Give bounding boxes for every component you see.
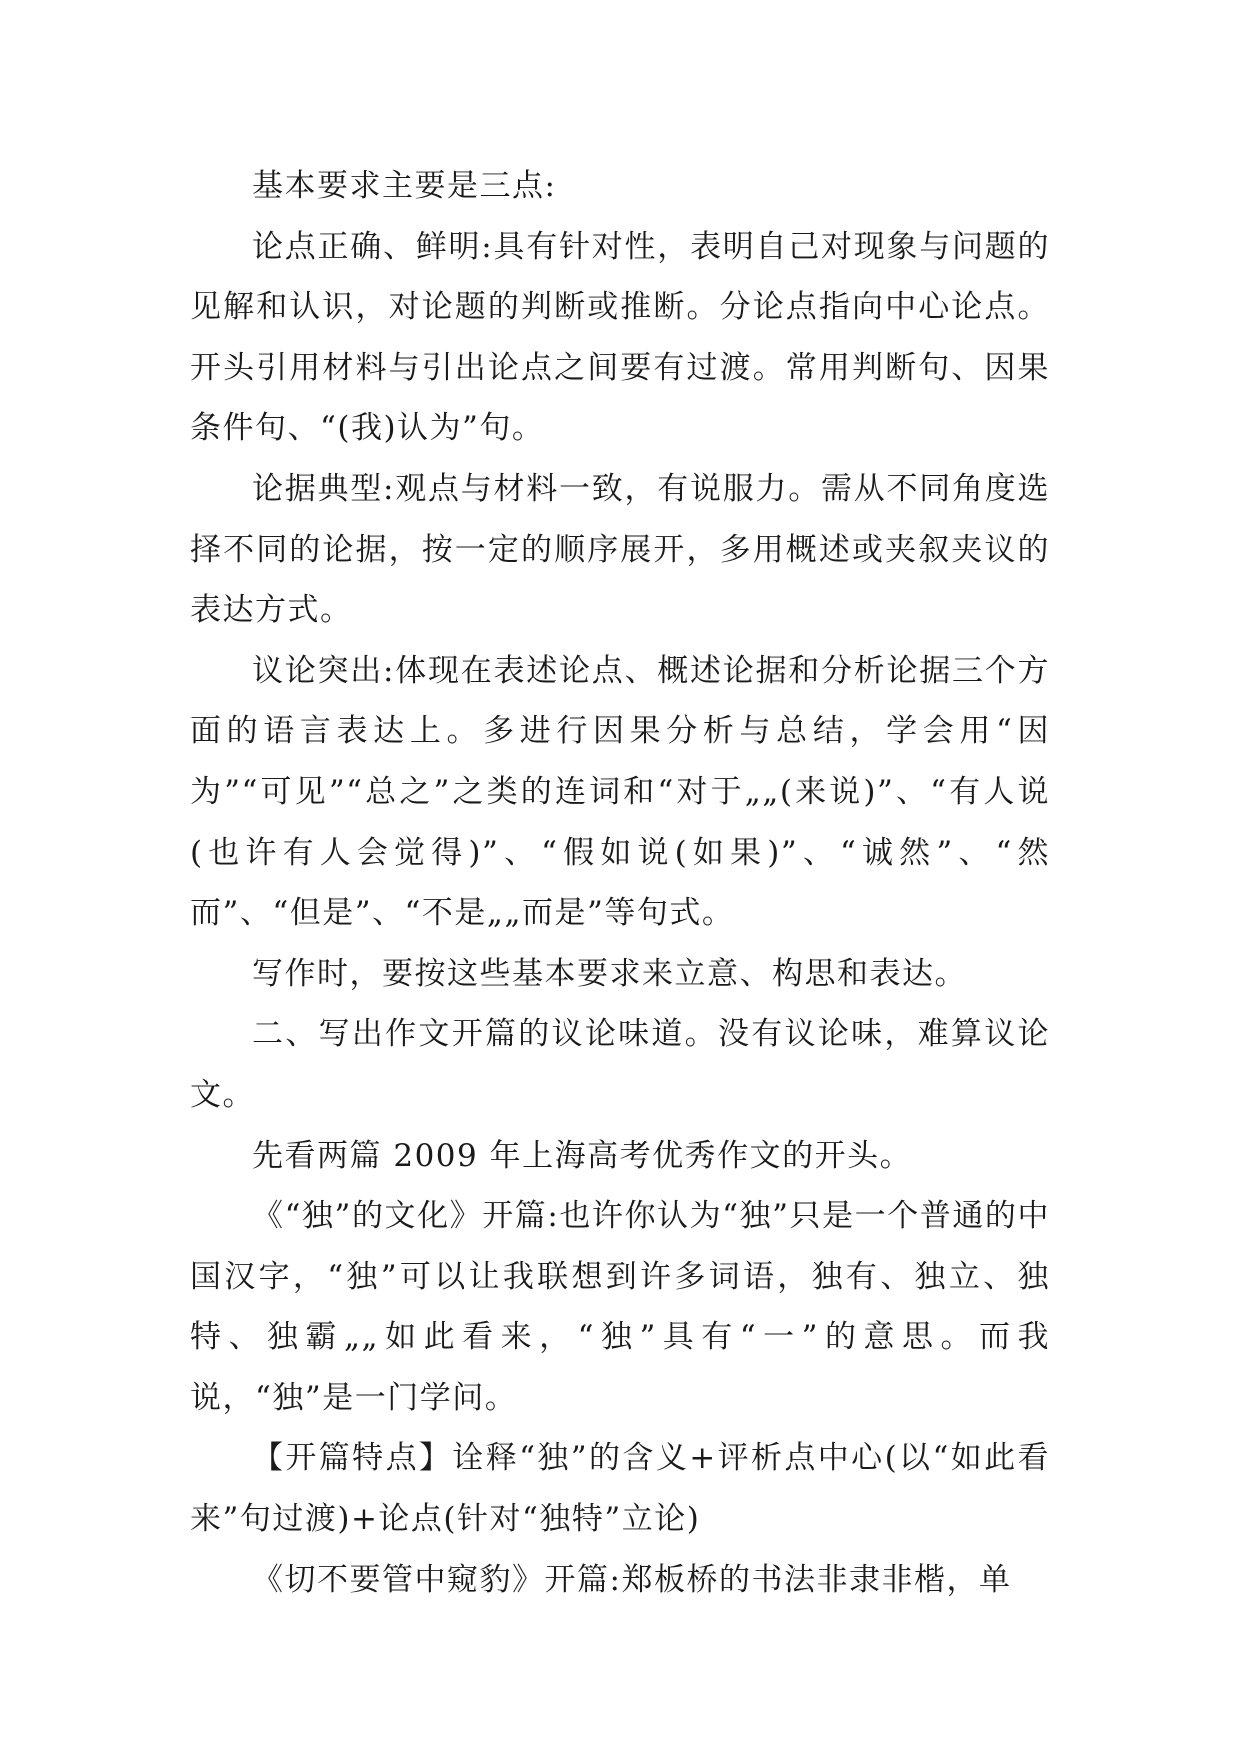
paragraph-example-guanzhong: 《切不要管中窥豹》开篇:郑板桥的书法非隶非楷，单 [252,1561,1012,1598]
paragraph-writing-tip: 写作时，要按这些基本要求来立意、构思和表达。 [252,955,967,992]
paragraph-discussion-prominent: 议论突出:体现在表述论点、概述论据和分析论据三个方面的语言表达上。多进行因果分析与总结，学会用“因为”“可见”“总之”之类的连词和“对于„„(来说)”、“有人说(也许有人会觉得)”、“假如说(如果)”、“诚然”、“然而”、“但是”、“不是„„而是”等句式。 [190,652,1050,932]
paragraph-opening-features: 【开篇特点】诠释“独”的含义+评析点中心(以“如此看来”句过渡)+论点(针对“独特”立论) [190,1440,1050,1538]
paragraph-example-du-culture: 《“独”的文化》开篇:也许你认为“独”只是一个普通的中国汉字，“独”可以让我联想到许多词语，独有、独立、独特、独霸„„如此看来，“独”具有“一”的意思。而我说，“独”是一门学问。 [190,1198,1050,1416]
paragraph-section-two: 二、写出作文开篇的议论味道。没有议论味，难算议论文。 [190,1016,1050,1113]
paragraph-argument-correct: 论点正确、鲜明:具有针对性，表明自己对现象与问题的见解和认识，对论题的判断或推断。分论点指向中心论点。开头引用材料与引出论点之间要有过渡。常用判断句、因果条件句、“(我)认为”句。 [190,228,1050,447]
document-body [190,156,1050,1610]
paragraph-examples-intro: 先看两篇 2009 年上海高考优秀作文的开头。 [252,1137,913,1174]
paragraph-evidence-typical: 论据典型:观点与材料一致，有说服力。需从不同角度选择不同的论据，按一定的顺序展开，多用概述或夹叙夹议的表达方式。 [190,470,1050,629]
paragraph-basic-requirements: 基本要求主要是三点: [252,168,557,204]
